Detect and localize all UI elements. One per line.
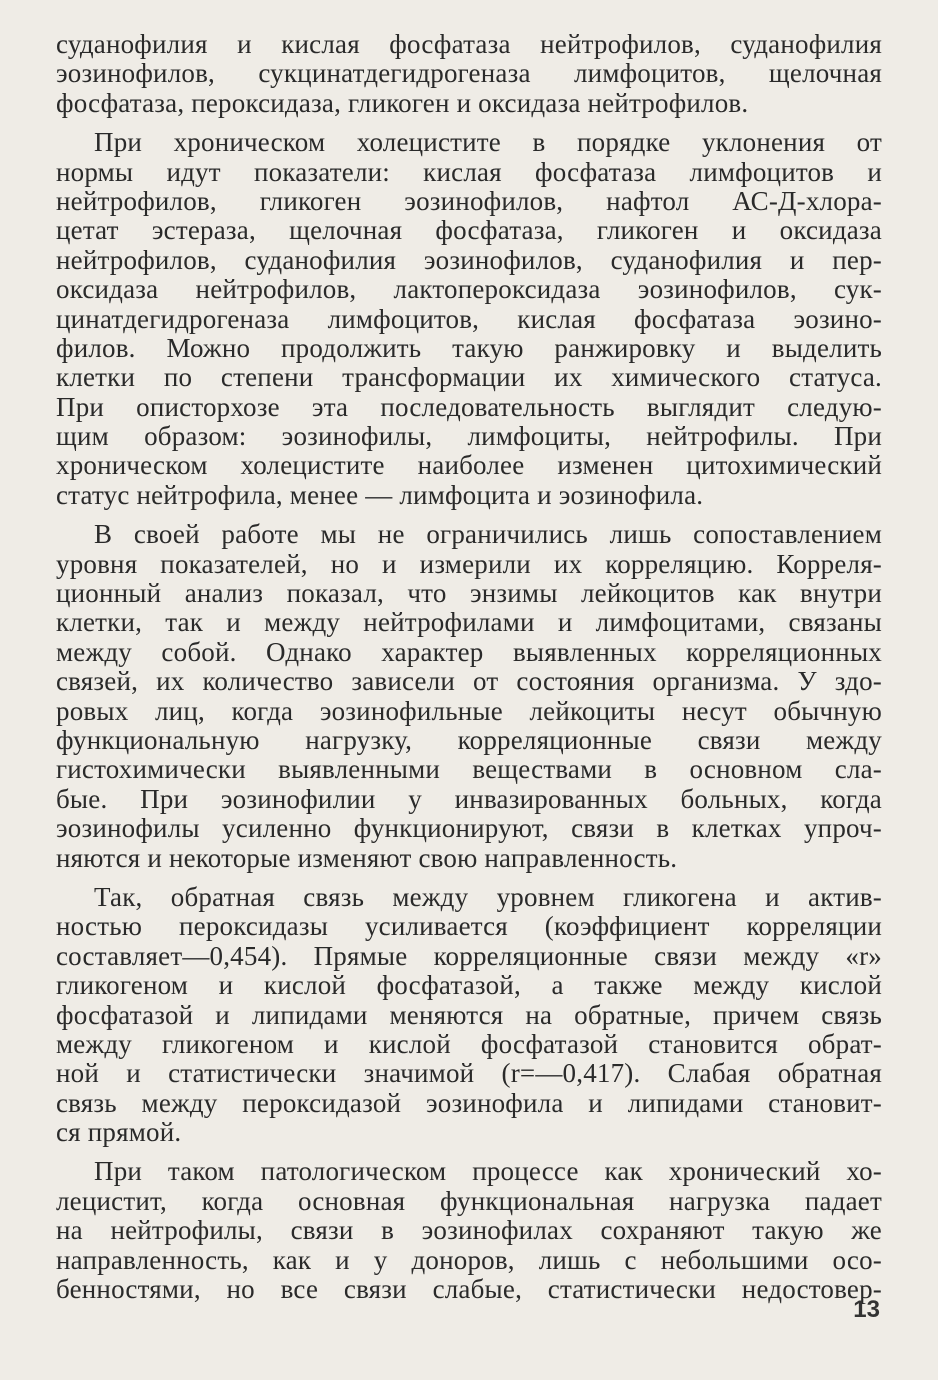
paragraph-2 <box>56 128 882 510</box>
text-line: хроническом холецистите наиболее изменен цитохимический <box>56 450 882 481</box>
text-line: филов. Можно продолжить такую ранжировку и выделить <box>56 332 882 363</box>
page-number: 13 <box>853 1296 880 1323</box>
text-line: При хроническом холецистите в порядке уклонения от <box>94 127 882 158</box>
text-line: ционный анализ показал, что энзимы лейкоцитов как внутри <box>56 578 882 609</box>
text-line: бые. При эозинофилии у инвазированных больных, когда <box>56 783 882 814</box>
text-line: гликогеном и кислой фосфатазой, а также между кислой <box>56 970 882 1001</box>
paragraph-5 <box>56 1157 882 1304</box>
text-line: клетки, так и между нейтрофилами и лимфоцитами, связаны <box>56 607 882 638</box>
text-line: В своей работе мы не ограничились лишь сопоставлением <box>94 519 882 550</box>
text-line: уровня показателей, но и измерили их корреляцию. Корреля- <box>56 548 882 579</box>
text-line: эозинофилы усиленно функционируют, связи в клетках упроч- <box>56 813 882 844</box>
text-line: фосфатазой и липидами меняются на обратные, причем связь <box>56 999 882 1030</box>
text-line: нейтрофилов, суданофилия эозинофилов, суданофилия и пер- <box>56 244 882 275</box>
text-line: ной и статистически значимой (r=—0,417). Слабая обратная <box>56 1058 882 1089</box>
paragraph-1 <box>56 30 882 118</box>
text-line: связь между пероксидазой эозинофила и липидами становит- <box>56 1087 882 1118</box>
text-line: цинатдегидрогеназа лимфоцитов, кислая фосфатаза эозино- <box>56 303 882 334</box>
text-line: функциональную нагрузку, корреляционные связи между <box>56 724 882 755</box>
paragraph-4 <box>56 883 882 1148</box>
text-line: составляет—0,454). Прямые корреляционные связи между «r» <box>56 940 882 971</box>
text-line: между собой. Однако характер выявленных корреляционных <box>56 636 882 667</box>
text-line: нейтрофилов, гликоген эозинофилов, нафтол АС-Д-хлора- <box>56 185 882 216</box>
text-line: лецистит, когда основная функциональная нагрузка падает <box>56 1185 882 1216</box>
text-line: нормы идут показатели: кислая фосфатаза лимфоцитов и <box>56 156 882 187</box>
text-line: эозинофилов, сукцинатдегидрогеназа лимфоцитов, щелочная <box>56 58 882 89</box>
text-line: статус нейтрофила, менее — лимфоцита и эозинофила. <box>56 479 704 510</box>
text-line: между гликогеном и кислой фосфатазой становится обрат- <box>56 1028 882 1059</box>
text-line: гистохимически выявленными веществами в основном сла- <box>56 754 882 785</box>
text-line: ностью пероксидазы усиливается (коэффициент корреляции <box>56 911 882 942</box>
text-line: Так, обратная связь между уровнем гликогена и актив- <box>94 881 882 912</box>
text-line: оксидаза нейтрофилов, лактопероксидаза эозинофилов, сук- <box>56 274 882 305</box>
text-line: на нейтрофилы, связи в эозинофилах сохраняют такую же <box>56 1215 882 1246</box>
text-line: клетки по степени трансформации их химического статуса. <box>56 362 882 393</box>
text-line: ся прямой. <box>56 1117 182 1148</box>
text-line: связей, их количество зависели от состояния организма. У здо- <box>56 666 882 697</box>
page-body <box>56 30 882 1314</box>
text-line: ровых лиц, когда эозинофильные лейкоциты несут обычную <box>56 695 882 726</box>
text-line: При описторхозе эта последовательность выглядит следую- <box>56 391 882 422</box>
paragraph-3 <box>56 520 882 873</box>
text-line: При таком патологическом процессе как хронический хо- <box>94 1156 882 1187</box>
text-line: направленность, как и у доноров, лишь с небольшими осо- <box>56 1244 882 1275</box>
text-line: цетат эстераза, щелочная фосфатаза, гликоген и оксидаза <box>56 215 882 246</box>
text-line: фосфатаза, пероксидаза, гликоген и оксидаза нейтрофилов. <box>56 87 749 118</box>
text-line: щим образом: эозинофилы, лимфоциты, нейтрофилы. При <box>56 421 882 452</box>
text-line: суданофилия и кислая фосфатаза нейтрофилов, суданофилия <box>56 29 882 59</box>
text-line: няются и некоторые изменяют свою направленность. <box>56 842 678 873</box>
text-line: бенностями, но все связи слабые, статистически недостовер- <box>56 1274 882 1305</box>
